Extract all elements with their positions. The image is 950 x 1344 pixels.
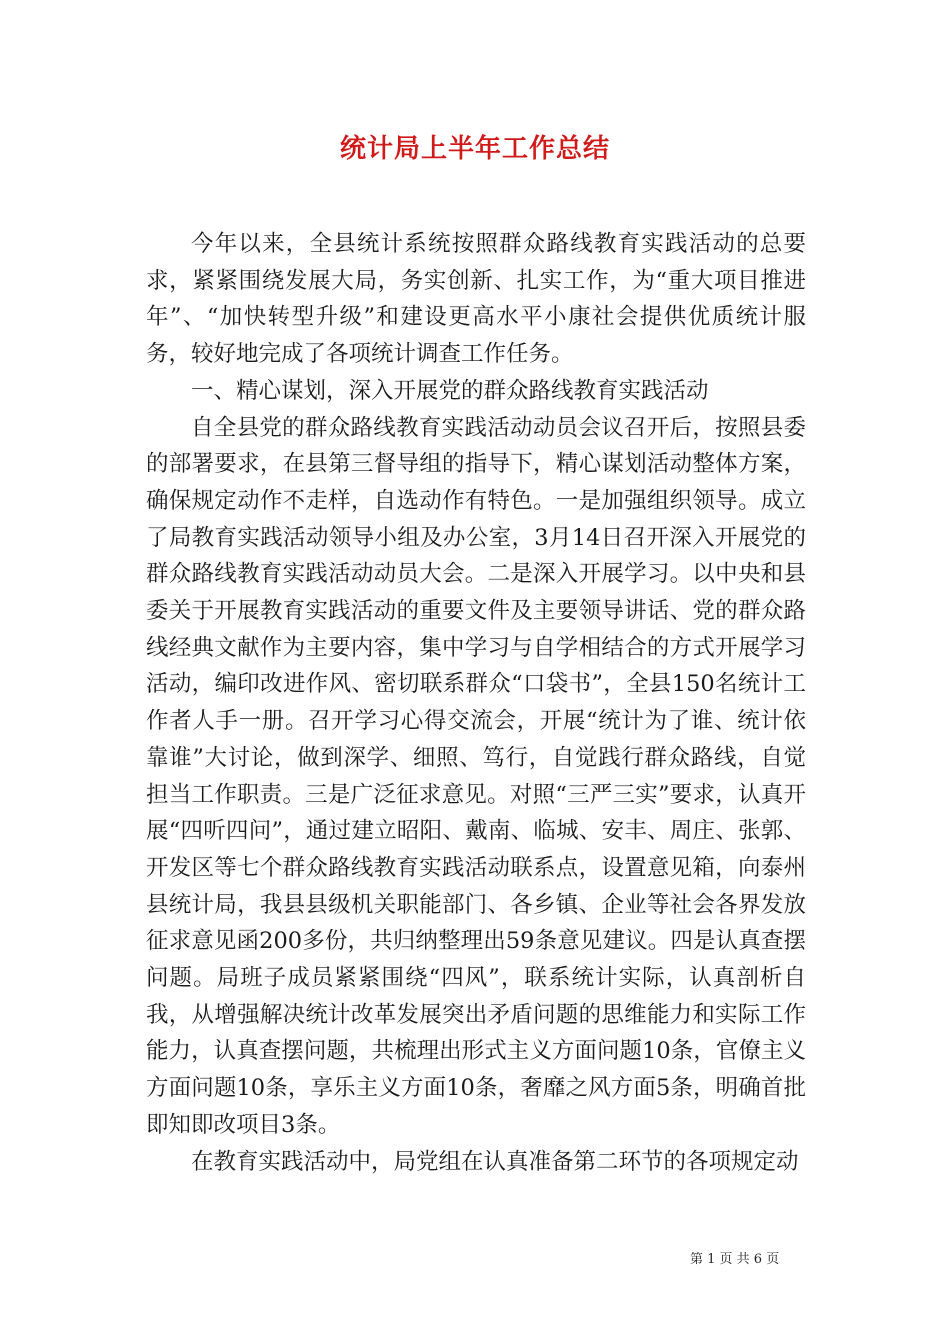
section-heading: 一、精心谋划，深入开展党的群众路线教育实践活动 [191,377,709,404]
paragraph-section-1: 自全县党的群众路线教育实践活动动员会议召开后，按照县委的部署要求，在县第三督导组的指导下，精心谋划活动整体方案，确保规定动作不走样，自选动作有特色。一是加强组织领导。成立了局教育实践活动领导小组及办公室，3月14日召开深入开展党的群众路线教育实践活动动员大会。二是深入开展学习。以中央和县委关于开展教育实践活动的重要文件及主要领导讲话、党的群众路线经典文献作为主要内容，集中学习与自学相结合的方式开展学习活动，编印改进作风、密切联系群众“口袋书”，全县150名统计工作者人手一册。召开学习心得交流会，开展“统计为了谁、统计依靠谁”大讨论，做到深学、细照、笃行，自觉践行群众路线，自觉担当工作职责。三是广泛征求意见。对照“三严三实”要求，认真开展“四听四问”，通过建立昭阳、戴南、临城、安丰、周庄、张郭、开发区等七个群众路线教育实践活动联系点，设置意见箱，向泰州县统计局，我县县级机关职能部门、各乡镇、企业等社会各界发放征求意见函200多份，共归纳整理出59条意见建议。四是认真查摆问题。局班子成员紧紧围绕“四风”，联系统计实际，认真剖析自我，从增强解决统计改革发展突出矛盾问题的思维能力和实际工作能力，认真查摆问题，共梳理出形式主义方面问题10条，官僚主义方面问题10条，享乐主义方面10条，奢靡之风方面5条，明确首批即知即改项目3条。 [146,414,806,1138]
paragraph-intro: 今年以来，全县统计系统按照群众路线教育实践活动的总要求，紧紧围绕发展大局，务实创新、扎实工作，为“重大项目推进年”、“加快转型升级”和建设更高水平小康社会提供优质统计服务，较好地完成了各项统计调查工作任务。 [146,231,806,368]
page-title: 统计局上半年工作总结 [339,134,610,164]
paragraph-continuation: 在教育实践活动中，局党组在认真准备第二环节的各项规定动 [191,1148,799,1175]
document-body [146,226,806,1180]
page-number: 第 1 页 共 6 页 [690,1252,780,1267]
